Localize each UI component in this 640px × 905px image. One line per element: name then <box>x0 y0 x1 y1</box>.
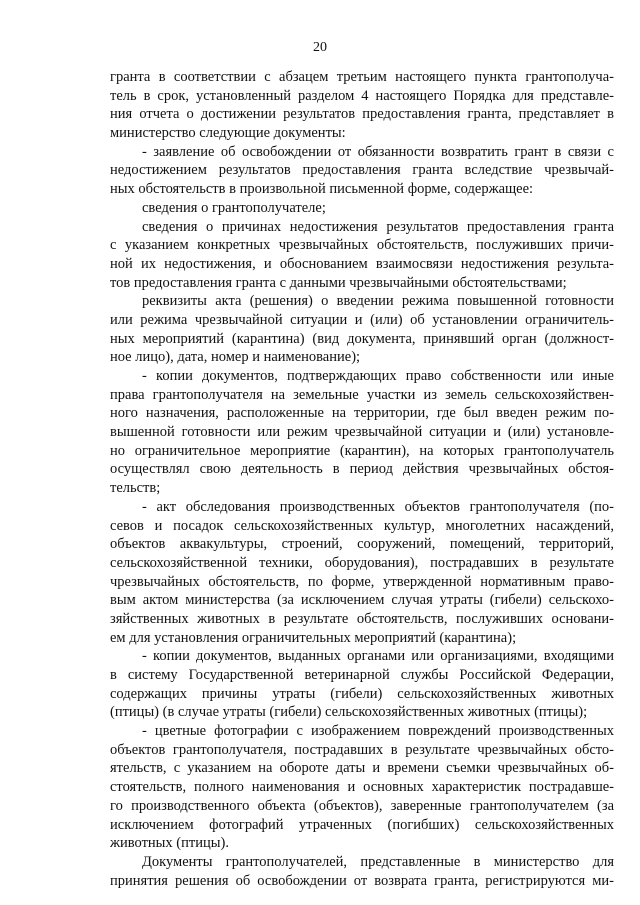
text-line: (птицы) (в случае утраты (гибели) сельскохозяйственных животных (птицы); <box>110 704 588 721</box>
text-line: осуществлял свою деятельность в период действия чрезвычайных обстоя- <box>110 461 614 478</box>
text-line: в систему Государственной ветеринарной службы Российской Федерации, <box>110 667 614 683</box>
text-line: ных обстоятельств в произвольной письменной форме, содержащее: <box>110 181 534 198</box>
text-line: объектов грантополучателя, пострадавших в результате чрезвычайных обсто- <box>110 741 614 758</box>
text-line: го производственного объекта (объектов), заверенные грантополучателем (за <box>110 797 614 814</box>
text-line: вышенной готовности или режим чрезвычайной ситуации и (или) установле- <box>110 424 614 441</box>
text-line: права грантополучателя на земельные участки из земель сельскохозяйствен- <box>110 386 614 403</box>
text-line: Документы грантополучателей, представленные в министерство для <box>142 853 614 870</box>
text-line: - акт обследования производственных объектов грантополучателя (по- <box>142 498 614 515</box>
text-line: содержащих причины утраты (гибели) сельскохозяйственных животных <box>110 685 614 702</box>
text-line: сведения о грантополучателе; <box>142 199 326 216</box>
text-line: сельскохозяйственной техники, оборудования), пострадавших в результате <box>110 554 614 571</box>
text-line: недостижением результатов предоставления гранта вследствие чрезвычай- <box>110 162 614 179</box>
text-line: ного назначения, расположенные на территории, где был введен режим по- <box>110 405 614 422</box>
text-line: ятельств, с указанием на обороте даты и времени съемки чрезвычайных об- <box>110 760 614 777</box>
text-line: министерство следующие документы: <box>110 125 346 142</box>
text-line: гранта в соответствии с абзацем третьим настоящего пункта грантополуча- <box>110 69 614 85</box>
text-line: тов предоставления гранта с данными чрезвычайными обстоятельствами; <box>110 274 567 291</box>
text-line: ния отчета о достижении результатов предоставления гранта, представляет в <box>110 106 614 123</box>
text-line: ных мероприятий (карантина) (вид документа, принявший орган (должност- <box>110 330 614 347</box>
text-line: ной их недостижения, и обоснованием взаимосвязи недостижения результа- <box>110 255 614 272</box>
text-line: севов и посадок сельскохозяйственных культур, многолетних насаждений, <box>110 517 614 534</box>
text-line: животных (птицы). <box>110 835 229 852</box>
text-line: - копии документов, выданных органами или организациями, входящими <box>142 648 614 665</box>
text-line: ное лицо), дата, номер и наименование); <box>110 349 361 366</box>
text-line: или режима чрезвычайной ситуации и (или) об установлении ограничитель- <box>110 311 614 328</box>
text-line: с указанием конкретных чрезвычайных обстоятельств, послуживших причи- <box>110 237 614 254</box>
text-line: зяйственных животных в результате обстоятельств, послуживших основани- <box>110 610 614 627</box>
text-line: но ограничительное мероприятие (карантин), на которых грантополучатель <box>110 442 614 459</box>
text-line: вым актом министерства (за исключением случая утраты (гибели) сельскохо- <box>110 592 614 609</box>
text-line: тельств; <box>110 480 161 497</box>
body-text <box>110 68 614 890</box>
text-line: - заявление об освобождении от обязанности возвратить грант в связи с <box>142 143 614 160</box>
text-line: сведения о причинах недостижения результатов предоставления гранта <box>142 218 614 235</box>
text-line: чрезвычайных обстоятельств, по форме, утвержденной нормативным право- <box>110 573 614 590</box>
text-line: стоятельств, полного наименования и основных характеристик пострадавше- <box>110 779 614 796</box>
text-line: реквизиты акта (решения) о введении режима повышенной готовности <box>142 293 614 310</box>
text-line: - цветные фотографии с изображением повреждений производственных <box>142 723 614 740</box>
page-number: 20 <box>313 40 327 55</box>
text-line: ем для установления ограничительных мероприятий (карантина); <box>110 629 517 646</box>
text-line: объектов аквакультуры, строений, сооружений, помещений, территорий, <box>110 536 614 553</box>
text-line: - копии документов, подтверждающих право собственности или иные <box>142 368 614 384</box>
text-line: исключением фотографий утраченных (погибших) сельскохозяйственных <box>110 816 614 833</box>
text-line: принятия решения об освобождении от возврата гранта, регистрируются ми- <box>110 872 614 889</box>
text-line: тель в срок, установленный разделом 4 настоящего Порядка для представле- <box>110 87 614 104</box>
